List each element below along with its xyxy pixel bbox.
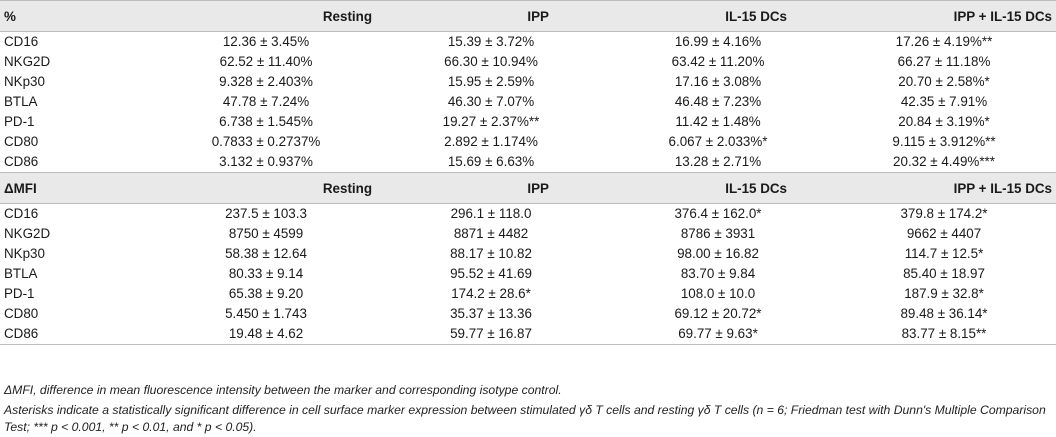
row-label: NKp30	[4, 74, 45, 89]
row-label: CD16	[4, 206, 39, 221]
table-row	[0, 264, 1056, 284]
table-cell: 296.1 ± 118.0	[450, 206, 532, 221]
table-cell: 80.33 ± 9.14	[228, 266, 304, 281]
table-cell: 83.77 ± 8.15**	[832, 324, 1056, 345]
table-row	[0, 72, 1056, 92]
header-cell: IL-15 DCs	[604, 1, 832, 32]
header-cell: IPP	[378, 173, 604, 204]
header-cell: ΔMFI	[0, 173, 154, 204]
table-cell: 8871 ± 4482	[453, 226, 529, 241]
table-cell: 15.69 ± 6.63%	[447, 154, 535, 169]
table-cell: 46.48 ± 7.23%	[674, 94, 762, 109]
table-cell: 5.450 ± 1.743	[225, 306, 307, 321]
table-row	[0, 52, 1056, 72]
table-cell: 13.28 ± 2.71%	[674, 154, 762, 169]
row-label: CD86	[4, 154, 39, 169]
table-cell: 66.30 ± 10.94%	[444, 54, 538, 69]
table-row	[0, 284, 1056, 304]
table-cell: 379.8 ± 174.2*	[900, 206, 988, 221]
table-row	[0, 204, 1056, 225]
table-cell: 9.115 ± 3.912%**	[892, 134, 996, 149]
table-row	[0, 324, 1056, 345]
table-cell: 17.16 ± 3.08%	[674, 74, 762, 89]
table-cell: 89.48 ± 36.14*	[900, 306, 988, 321]
table-cell: 187.9 ± 32.8*	[904, 286, 984, 301]
table-footnotes	[4, 382, 1052, 436]
table-cell: 15.39 ± 3.72%	[447, 34, 535, 49]
table-cell: 108.0 ± 10.0	[680, 286, 756, 301]
table-row	[0, 32, 1056, 53]
table-cell: 20.70 ± 2.58%*	[898, 74, 990, 89]
table-cell: 65.38 ± 9.20	[228, 286, 304, 301]
row-label: NKp30	[4, 246, 45, 261]
table-row	[0, 244, 1056, 264]
table-cell: 35.37 ± 13.36	[450, 306, 532, 321]
header-cell: IPP	[378, 1, 604, 32]
table-cell: 46.30 ± 7.07%	[447, 94, 535, 109]
table-row	[0, 112, 1056, 132]
row-label: CD80	[4, 134, 39, 149]
table-cell: 6.738 ± 1.545%	[219, 114, 313, 129]
table-cell: 66.27 ± 11.18%	[897, 54, 991, 69]
header-cell: IPP + IL-15 DCs	[832, 1, 1056, 32]
table-cell: 20.84 ± 3.19%*	[898, 114, 990, 129]
table-cell: 69.77 ± 9.63*	[604, 324, 832, 345]
row-label: BTLA	[4, 266, 38, 281]
table-cell: 376.4 ± 162.0*	[674, 206, 762, 221]
table-cell: 0.7833 ± 0.2737%	[211, 134, 321, 149]
table-cell: 83.70 ± 9.84	[680, 266, 756, 281]
header-cell: IPP + IL-15 DCs	[832, 173, 1056, 204]
table-row	[0, 304, 1056, 324]
table-cell: 20.32 ± 4.49%***	[893, 154, 995, 169]
header-cell: IL-15 DCs	[604, 173, 832, 204]
table-cell: 63.42 ± 11.20%	[671, 54, 765, 69]
table-cell: 88.17 ± 10.82	[450, 246, 532, 261]
table-cell: 95.52 ± 41.69	[450, 266, 532, 281]
row-label: CD16	[4, 34, 39, 49]
table-cell: 8786 ± 3931	[680, 226, 756, 241]
table-cell: 11.42 ± 1.48%	[675, 114, 761, 129]
row-label: NKG2D	[4, 226, 51, 241]
header-cell: Resting	[154, 1, 378, 32]
table-cell: 19.48 ± 4.62	[154, 324, 378, 345]
table-cell: 9.328 ± 2.403%	[219, 74, 313, 89]
table-cell: 98.00 ± 16.82	[677, 246, 759, 261]
table-cell: 62.52 ± 11.40%	[219, 54, 313, 69]
table-cell: 42.35 ± 7.91%	[900, 94, 988, 109]
row-label: BTLA	[4, 94, 38, 109]
table-cell: 114.7 ± 12.5*	[904, 246, 984, 261]
table-cell: 19.27 ± 2.37%**	[442, 114, 540, 129]
header-row-delta-mfi	[0, 173, 1056, 204]
row-label: PD-1	[4, 114, 35, 129]
table-cell: 85.40 ± 18.97	[903, 266, 985, 281]
table-row	[0, 224, 1056, 244]
table-cell: 174.2 ± 28.6*	[451, 286, 531, 301]
footnote-significance: Asterisks indicate a statistically significant difference in cell surface marker expression between stimulated γδ T cells and resting γδ T cells (n = 6; Friedman test with Dunn's Multiple Comparison Test; *** p < 0.001, ** p < 0.01, and * p < 0.05).	[4, 403, 1046, 434]
table-cell: 47.78 ± 7.24%	[222, 94, 310, 109]
table-cell: 17.26 ± 4.19%**	[895, 34, 993, 49]
table-cell: 6.067 ± 2.033%*	[668, 134, 768, 149]
table-cell: 3.132 ± 0.937%	[219, 154, 313, 169]
row-label: CD86	[0, 324, 154, 345]
table-cell: 2.892 ± 1.174%	[444, 134, 538, 149]
table-cell: 237.5 ± 103.3	[225, 206, 307, 221]
header-cell: Resting	[154, 173, 378, 204]
row-label: NKG2D	[4, 54, 51, 69]
table-cell: 9662 ± 4407	[906, 226, 982, 241]
footnote-delta-mfi: ΔMFI, difference in mean fluorescence intensity between the marker and corresponding isotype control.	[4, 383, 562, 397]
table-cell: 8750 ± 4599	[228, 226, 304, 241]
table-row	[0, 132, 1056, 152]
table-row	[0, 92, 1056, 112]
table-cell: 15.95 ± 2.59%	[447, 74, 535, 89]
table-cell: 59.77 ± 16.87	[378, 324, 604, 345]
row-label: CD80	[4, 306, 39, 321]
row-label: PD-1	[4, 286, 35, 301]
table-cell: 58.38 ± 12.64	[225, 246, 307, 261]
header-row-percent	[0, 1, 1056, 32]
table-cell: 12.36 ± 3.45%	[222, 34, 310, 49]
table-cell: 16.99 ± 4.16%	[674, 34, 762, 49]
table-cell: 69.12 ± 20.72*	[674, 306, 762, 321]
table-row	[0, 152, 1056, 173]
header-cell: %	[0, 1, 154, 32]
